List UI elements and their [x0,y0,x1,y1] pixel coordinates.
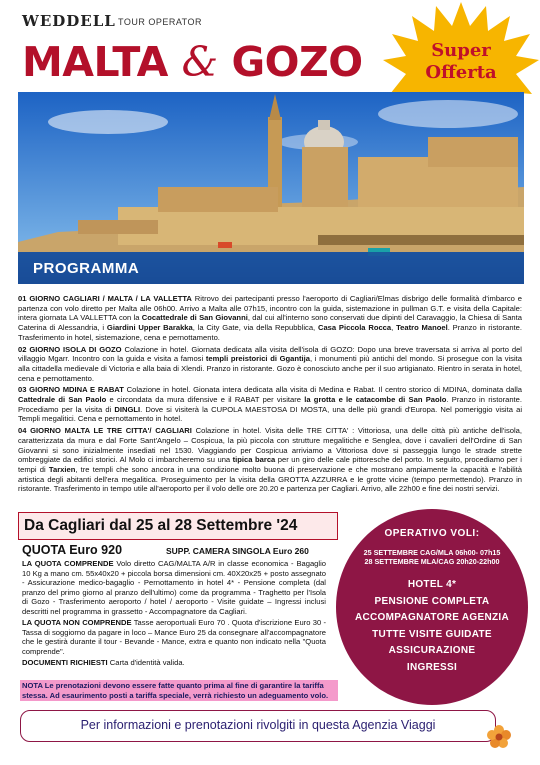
inclusion-item: HOTEL 4* [407,579,457,590]
day-4-text: per un giro delle cale pittoresche del porto. In seguito, procediamo per i tempi di [18,455,522,474]
day-4-highlight: tipica barca [232,455,276,465]
day-2-text: , i monumenti più antichi del mondo. Si prosegue con la visita alla cittadella medievale di Victoria e alla baia di Xlendi. Pranzo in ristorante. Gozo è conosciuto anche per il suo artigianato. Rientro in serata in hotel, cena e pernottamento. [18,354,522,383]
tagline: TOUR OPERATOR [118,17,203,27]
excluded-text: Tasse aeroportuali Euro 70 . Quota d'iscrizione Euro 30 - Tassa di soggiorno da pagare in loco – Mance Euro 25 da consegnare all'accompagnatore che le gestirà durante il tour - Bevande - Mance, extra e quanto non indicato nella "Quota comprende". [22,618,326,656]
day-1-highlight: Teatro Manoel [396,323,448,333]
day-3-text: Colazione in hotel. Gionata intera dedicata alla visita di Medina e Rabat. Il centro storico di MDINA, dominata dalla [123,385,522,395]
badge-offerta: Offerta [425,62,497,83]
program-text [18,294,522,496]
day-1-title: 01 GIORNO CAGLIARI / MALTA / LA VALLETTA [18,294,192,303]
page-title [22,38,363,86]
day-2 [18,345,522,384]
included-text: Volo diretto CAG/MALTA A/R in classe economica - Bagaglio 10 Kg a mano cm. 55x40x20 + piccola borsa dimensioni cm. 40X20x25 + posto assegnato - Assicurazione medico-bagaglio - Pernottamento in hotel 4* - Pensione completa (dal pranzo del primo giorno al pranzo dell'ultimo) come da programma - Traghetto per l'Isola di Gozo - Trasferimento aeroporto / hotel / aeroporto - Visite guidate – Ingressi inclusi descritti nel programma in grassetto - Accompagnatore da Cagliari. [22,559,326,616]
flower-icon [486,724,512,750]
day-1-text: . Pranzo in ristorante. Trasferimento in hotel, sistemazione, cena e pernottamento. [18,323,522,342]
day-1-text: Ritrovo dei partecipanti presso l'aeroporto di Cagliari/Elmas disbrigo delle formalità d'imbarco e partenza con volo diretto per Malta alle 06h00. Arrivo a Malta alle 07h15, incontro con la guida, sistemazione in pullman G.T. e visita della Capitale: intera giornata LA VALLETTA con la [18,294,522,323]
note-text: Le prenotazioni devono essere fatte quanto prima al fine di garantire la tariffa stessa. Ad esaurimento posti a tariffa speciale, verrà richiesto un adeguamento volo. [22,681,329,700]
title-ampersand: & [181,38,218,86]
program-label: PROGRAMMA [33,260,140,277]
inclusion-item: ASSICURAZIONE [388,645,476,656]
day-1-text: , dal cui all'interno sono conservati due dipinti del Caravaggio, la Chiesa di Santa Caterina di Alessandria, i [18,313,522,333]
day-4-text: Colazione in hotel. Visita delle TRE CITTA' : Vittoriosa, una delle città più antiche dell'isola, caratterizzata da mura e dal Forte Sant'Angelo – Cospicua, la più piccola con strutture megalitiche e Senglea, dove i cavalieri dell'Ordine di San Giovanni si sono inizialmente insediati nel 1530. Viaggiando per Cospicua arriviamo a Vittoriosa dove si passeggia lungo le strade strette ombreggiate da edifici storici. Al Molo ci imbarcheremo su una [18,426,522,465]
day-1-highlight: Giardini Upper Barakka [106,323,193,333]
documents [22,658,326,668]
excluded-title: LA QUOTA NON COMPRENDE [22,618,132,627]
day-1-highlight: Cocattedrale di San Giovanni [141,313,248,323]
inclusion-item: PENSIONE COMPLETA [374,595,490,607]
day-4-title: 04 GIORNO MALTA LE TRE CITTA'/ CAGLIARI [18,426,192,436]
day-3-text: . Dove si visiterà la CUPOLA MAESTOSA DI MOSTA, una delle più grandi d'Europa. Nel pomeriggio visita ai Templi megalitici. Cena e pernottamento in hotel. [18,404,523,424]
day-3-highlight: la grotta e le catacombe di San Paolo [304,395,447,405]
day-1-text: , la City Gate, via della Repubblica, [192,323,318,333]
dates-title: Da Cagliari dal 25 al 28 Settembre '24 [24,517,298,534]
day-3 [18,385,522,424]
day-1 [18,294,522,343]
inclusion-item: INGRESSI [406,661,458,673]
documents-title: DOCUMENTI RICHIESTI [22,658,108,667]
title-malta: MALTA [22,38,168,86]
day-3-highlight: DINGLI [114,404,141,414]
day-3-highlight: Cattedrale di San Paolo [18,395,107,405]
day-1-highlight: Casa Piccola Rocca [317,323,392,333]
flight-outbound: 25 SETTEMBRE CAG/MLA 06h00- 07h15 [363,548,501,557]
day-4-highlight: Tarxien [48,464,76,474]
documents-text: Carta d'identità valida. [107,658,185,667]
day-3-title: 03 GIORNO MDINA E RABAT [18,385,124,395]
excluded [22,618,326,656]
flights-schedule [336,548,528,566]
offer-badge [382,40,540,84]
inclusions-list [336,577,528,676]
note-title: NOTA [22,681,43,690]
day-4-text: , tre templi che sono ancora in una condizione molto buona di preservazione e che mostrano ampiamente la capacità e l'abilità artistica degli abitanti dell'era megalitica. Proseguimento per la visita della GROTTA AZZURRA e le grotte vicine (tempo permettendo). Pranzo in ristorante. Trasferimento in tempo utile all'aeroporto per il volo delle ore 20.20 e partenza per Cagliari. Arrivo, alle 22h00 e fine dei nostri servizi. [18,464,523,494]
day-3-text: e circondata da mura difensive e il RABAT per visitare [106,395,305,405]
booking-note [20,680,338,701]
day-2-title: 02 GIORNO ISOLA DI GOZO [18,344,122,354]
badge-super: Super [431,40,491,61]
included [22,559,326,616]
info-text: Per informazioni e prenotazioni rivolgiti in questa Agenzia Viaggi [80,718,436,732]
hero-photo [18,92,524,284]
inclusion-item: ACCOMPAGNATORE AGENZIA [354,612,509,623]
price: QUOTA Euro 920 [22,543,123,557]
day-4 [18,426,522,494]
day-2-highlight: templi preistorici di Ggantija [205,354,310,364]
brand-logo: WEDDELL [22,12,116,30]
offer-details [22,559,326,670]
title-gozo: GOZO [231,38,363,86]
day-1-text: , [391,323,397,333]
flights-heading: OPERATIVO VOLI: [384,528,480,539]
included-title: LA QUOTA COMPRENDE [22,559,114,568]
inclusion-item: TUTTE VISITE GUIDATE [372,628,492,640]
single-supplement: SUPP. CAMERA SINGOLA Euro 260 [166,546,309,556]
day-2-text: Colazione in hotel. Giornata dedicata alla visita dell'isola di GOZO: Dopo una breve traversata si arriva al porto del villaggio Mgarr. Incontro con la guida e visita a famosi [18,344,522,364]
day-3-text: . Pranzo in ristorante. Procediamo per la visita di [18,395,522,414]
flight-return: 28 SETTEMBRE MLA/CAG 20h20-22h00 [364,557,500,566]
